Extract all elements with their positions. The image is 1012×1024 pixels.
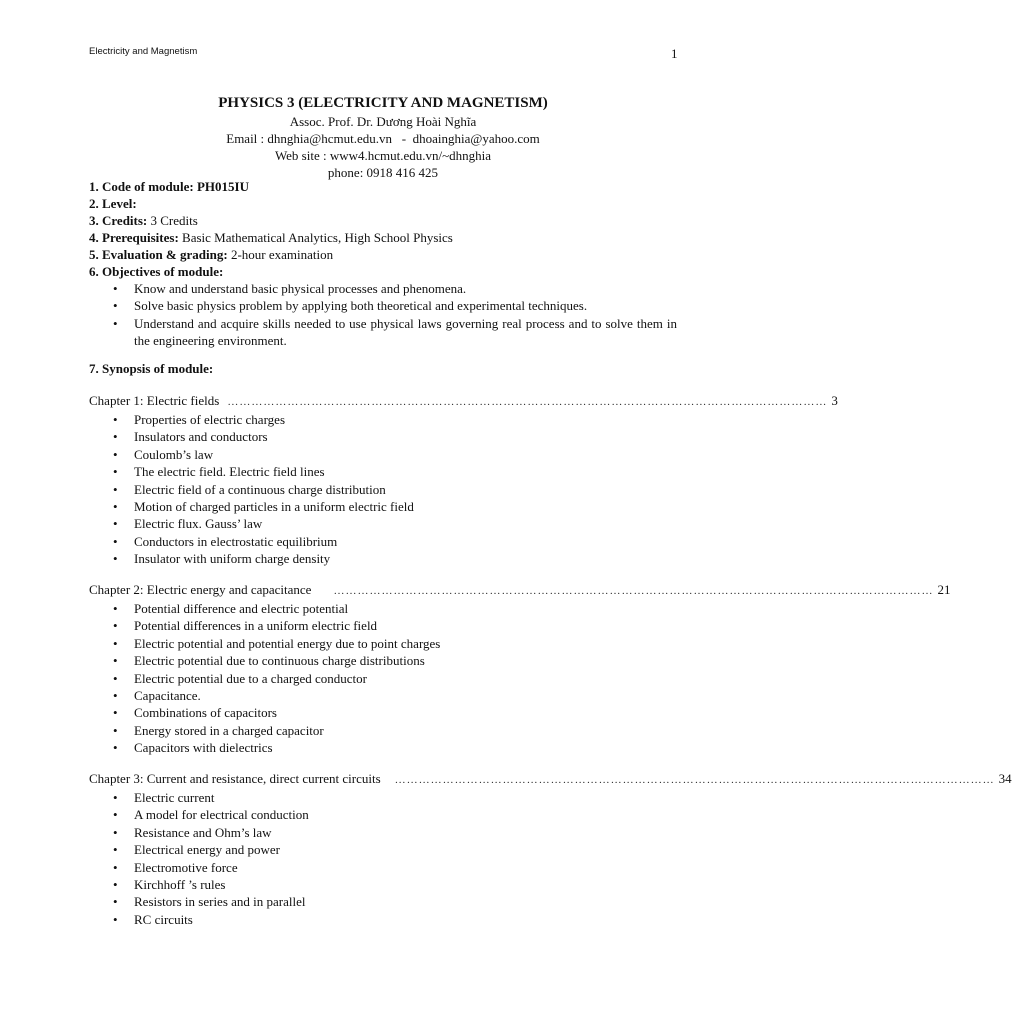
module-prerequisites xyxy=(89,229,677,246)
topic-item: • Electric field of a continuous charge distribution xyxy=(89,481,677,498)
website-line: Web site : www4.hcmut.edu.vn/~dhnghia xyxy=(274,148,492,163)
topic-item: • Resistors in series and in parallel xyxy=(89,893,677,910)
email-line: Email : dhnghia@hcmut.edu.vn - dhoainghia@yahoo.com xyxy=(226,131,540,146)
topic-item: • RC circuits xyxy=(89,911,677,928)
phone-line: phone: 0918 416 425 xyxy=(327,165,439,180)
chapter-3 xyxy=(89,770,1012,928)
chapter-2 xyxy=(89,581,951,757)
chapter-title: Chapter 1: Electric fields xyxy=(89,393,220,408)
topic-item: • Insulators and conductors xyxy=(89,428,677,445)
topic-item: • Properties of electric charges xyxy=(89,411,677,428)
module-credits xyxy=(89,212,677,229)
chapter-page-number: 34 xyxy=(998,771,1012,786)
chapter-1-heading xyxy=(89,392,838,411)
prerequisites-label: 4. Prerequisites: xyxy=(89,230,179,245)
author-line: Assoc. Prof. Dr. Dương Hoài Nghĩa xyxy=(289,114,477,129)
module-info xyxy=(89,178,677,350)
chapter-2-heading xyxy=(89,581,951,600)
running-header-title: Electricity and Magnetism xyxy=(89,46,198,57)
evaluation-label: 5. Evaluation & grading: xyxy=(89,247,228,262)
topic-item: • Potential difference and electric potential xyxy=(89,600,677,617)
chapter-title: Chapter 2: Electric energy and capacitance xyxy=(89,582,312,597)
chapter-page-number: 21 xyxy=(937,582,951,597)
credits-label: 3. Credits: xyxy=(89,213,148,228)
topic-item: • Capacitance. xyxy=(89,687,677,704)
module-level xyxy=(89,195,677,212)
synopsis-heading: 7. Synopsis of module: xyxy=(89,361,214,376)
credits-value: 3 Credits xyxy=(147,213,198,228)
topic-item: • Potential differences in a uniform electric field xyxy=(89,617,677,634)
chapter-3-topics xyxy=(89,789,677,928)
topic-item: • Electric flux. Gauss’ law xyxy=(89,515,677,532)
objectives-label: 6. Objectives of module: xyxy=(89,264,224,279)
topic-item: • Kirchhoff ’s rules xyxy=(89,876,677,893)
topic-item: • Electrical energy and power xyxy=(89,841,677,858)
topic-item: • Electric potential due to continuous charge distributions xyxy=(89,652,677,669)
topic-item: • Energy stored in a charged capacitor xyxy=(89,722,677,739)
topic-item: • Combinations of capacitors xyxy=(89,704,677,721)
module-code-label: 1. Code of module: PH015IU xyxy=(89,179,249,194)
topic-item: • Electric potential due to a charged conductor xyxy=(89,670,677,687)
topic-item: • Resistance and Ohm’s law xyxy=(89,824,677,841)
topic-item: • A model for electrical conduction xyxy=(89,806,677,823)
topic-item: • Capacitors with dielectrics xyxy=(89,739,677,756)
topic-item: • Motion of charged particles in a uniform electric field xyxy=(89,498,677,515)
topic-item: • Electric current xyxy=(89,789,677,806)
topic-item: • The electric field. Electric field lines xyxy=(89,463,677,480)
objective-item: • Understand and acquire skills needed to use physical laws governing real process and to solve them in the engineering environment. xyxy=(89,315,677,350)
topic-item: • Electric potential and potential energy due to point charges xyxy=(89,635,677,652)
chapter-3-heading xyxy=(89,770,1012,789)
chapter-1-topics xyxy=(89,411,677,568)
dot-leader: …………………………………………………………………………………………………………………………………… xyxy=(227,396,828,408)
chapter-1 xyxy=(89,392,838,568)
module-evaluation xyxy=(89,246,677,263)
page-number: 1 xyxy=(671,46,678,61)
objective-item: • Know and understand basic physical processes and phenomena. xyxy=(89,280,677,297)
document-title: PHYSICS 3 (ELECTRICITY AND MAGNETISM) xyxy=(218,95,548,111)
objectives-list xyxy=(89,280,677,350)
prerequisites-value: Basic Mathematical Analytics, High School Physics xyxy=(178,230,453,245)
topic-item: • Conductors in electrostatic equilibrium xyxy=(89,533,677,550)
topic-item: • Electromotive force xyxy=(89,859,677,876)
module-code xyxy=(89,178,677,195)
module-level-label: 2. Level: xyxy=(89,196,137,211)
dot-leader: …………………………………………………………………………………………………………………………………… xyxy=(333,585,934,597)
chapter-page-number: 3 xyxy=(831,393,838,408)
dot-leader: …………………………………………………………………………………………………………………………………… xyxy=(394,774,995,786)
chapter-title: Chapter 3: Current and resistance, direct current circuits xyxy=(89,771,381,786)
objective-item: • Solve basic physics problem by applying both theoretical and experimental techniques. xyxy=(89,297,677,314)
evaluation-value: 2-hour examination xyxy=(227,247,334,262)
title-block xyxy=(89,94,677,181)
topic-item: • Coulomb’s law xyxy=(89,446,677,463)
topic-item: • Insulator with uniform charge density xyxy=(89,550,677,567)
chapter-2-topics xyxy=(89,600,677,757)
module-objectives xyxy=(89,263,677,280)
